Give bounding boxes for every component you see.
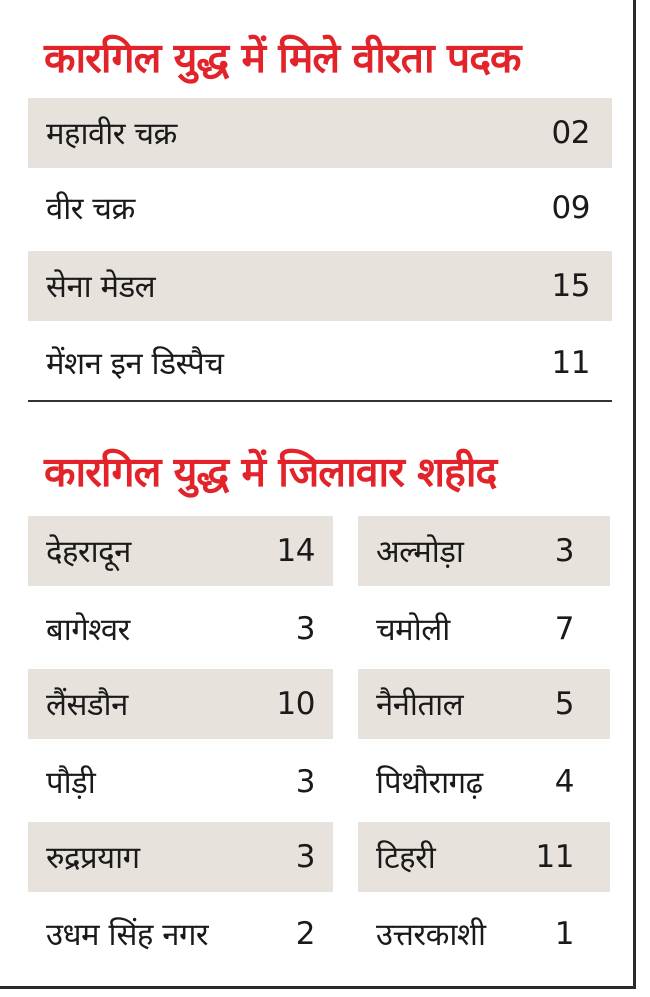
martyr-count: 14 [276,533,315,569]
district-row [28,899,333,969]
medal-row [28,251,612,321]
medal-count: 15 [551,268,590,304]
martyrs-section-title: कारगिल युद्ध में जिलावार शहीद [44,448,497,496]
martyr-count: 3 [295,764,315,800]
district-row [358,747,610,817]
martyr-count: 3 [295,839,315,875]
martyr-count: 4 [554,764,574,800]
district-row [28,594,333,664]
medals-section-title: कारगिल युद्ध में मिले वीरता पदक [44,34,521,82]
martyr-count: 3 [295,611,315,647]
district-row [358,516,610,586]
district-row [358,594,610,664]
district-row [358,899,610,969]
martyr-count: 5 [554,686,574,722]
district-name: रुद्रप्रयाग [46,840,140,876]
district-name: पिथौरागढ़ [376,765,483,801]
martyr-count: 11 [535,839,574,875]
district-name: उधम सिंह नगर [46,917,209,953]
district-name: देहरादून [46,534,131,570]
district-row [28,747,333,817]
medal-name: महावीर चक्र [46,116,177,152]
district-row [28,669,333,739]
medal-name: वीर चक्र [46,191,135,227]
section-divider [28,400,612,402]
district-name: पौड़ी [46,765,96,801]
medal-count: 02 [551,115,590,151]
medal-count: 09 [551,190,590,226]
medal-name: सेना मेडल [46,269,156,305]
medal-count: 11 [551,345,590,381]
district-name: उत्तरकाशी [376,917,486,953]
martyr-count: 1 [554,916,574,952]
district-row [28,822,333,892]
district-name: चमोली [376,612,450,648]
martyr-count: 3 [554,533,574,569]
district-name: बागेश्वर [46,612,130,648]
medal-row [28,328,612,398]
medal-row [28,98,612,168]
martyr-count: 2 [295,916,315,952]
district-row [358,822,610,892]
district-name: नैनीताल [376,687,464,723]
martyr-count: 10 [276,686,315,722]
district-name: टिहरी [376,840,436,876]
medal-row [28,173,612,243]
district-row [28,516,333,586]
district-row [358,669,610,739]
district-name: अल्मोड़ा [376,534,464,570]
medal-name: मेंशन इन डिस्पैच [46,346,224,382]
district-name: लैंसडौन [46,687,128,723]
martyr-count: 7 [554,611,574,647]
